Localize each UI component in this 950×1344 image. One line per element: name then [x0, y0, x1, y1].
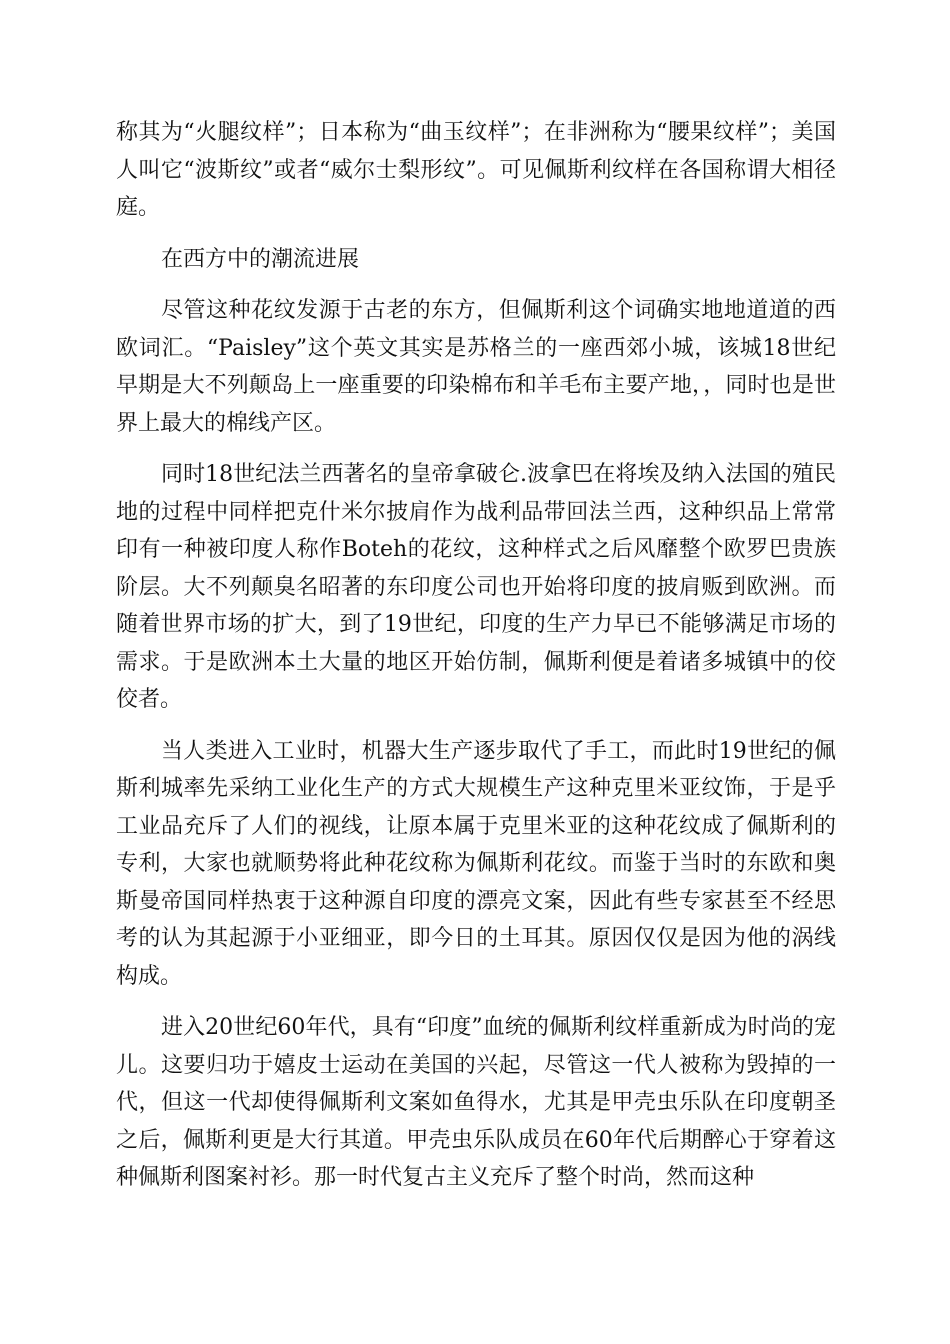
paragraph-industrial: 当人类进入工业时，机器大生产逐步取代了手工，而此时19世纪的佩斯利城率先采纳工业化生产的方式大规模生产这种克里米亚纹饰，于是乎工业品充斥了人们的视线，让原本属于克里米亚的这种花纹成了佩斯利的专利，大家也就顺势将此种花纹称为佩斯利花纹。而鉴于当时的东欧和奥斯曼帝国同样热衷于这种源自印度的漂亮文案，因此有些专家甚至不经思考的认为其起源于小亚细亚，即今日的土耳其。原因仅仅是因为他的涡线构成。: [116, 738, 836, 989]
section-heading: 在西方中的潮流进展: [161, 246, 360, 272]
paragraph-sixties: 进入20世纪60年代，具有“印度”血统的佩斯利纹样重新成为时尚的宠儿。这要归功于嬉皮士运动在美国的兴起，尽管这一代人被称为毁掉的一代，但这一代却使得佩斯利文案如鱼得水，尤其是甲壳虫乐队在印度朝圣之后，佩斯利更是大行其道。甲壳虫乐队成员在60年代后期醉心于穿着这种佩斯利图案衬衫。那一时代复古主义充斥了整个时尚，然而这种: [116, 1015, 836, 1190]
paragraph-napoleon: 同时18世纪法兰西著名的皇帝拿破仑.波拿巴在将埃及纳入法国的殖民地的过程中同样把克什米尔披肩作为战利品带回法兰西，这种织品上常常印有一种被印度人称作Boteh的花纹，这种样式之后风靡整个欧罗巴贵族阶层。大不列颠臭名昭著的东印度公司也开始将印度的披肩贩到欧洲。而随着世界市场的扩大，到了19世纪，印度的生产力早已不能够满足市场的需求。于是欧洲本土大量的地区开始仿制，佩斯利便是着诸多城镇中的佼佼者。: [116, 462, 836, 712]
document-body: [116, 114, 836, 1211]
paragraph-continuation: 称其为“火腿纹样”；日本称为“曲玉纹样”；在非洲称为“腰果纹样”；美国人叫它“波斯纹”或者“威尔士梨形纹”。可见佩斯利纹样在各国称谓大相径庭。: [116, 120, 836, 220]
paragraph-paisley-origin: 尽管这种花纹发源于古老的东方，但佩斯利这个词确实地地道道的西欧词汇。“Paisley”这个英文其实是苏格兰的一座西郊小城，该城18世纪早期是大不列颠岛上一座重要的印染棉布和羊毛布主要产地，，同时也是世界上最大的棉线产区。: [116, 298, 836, 436]
